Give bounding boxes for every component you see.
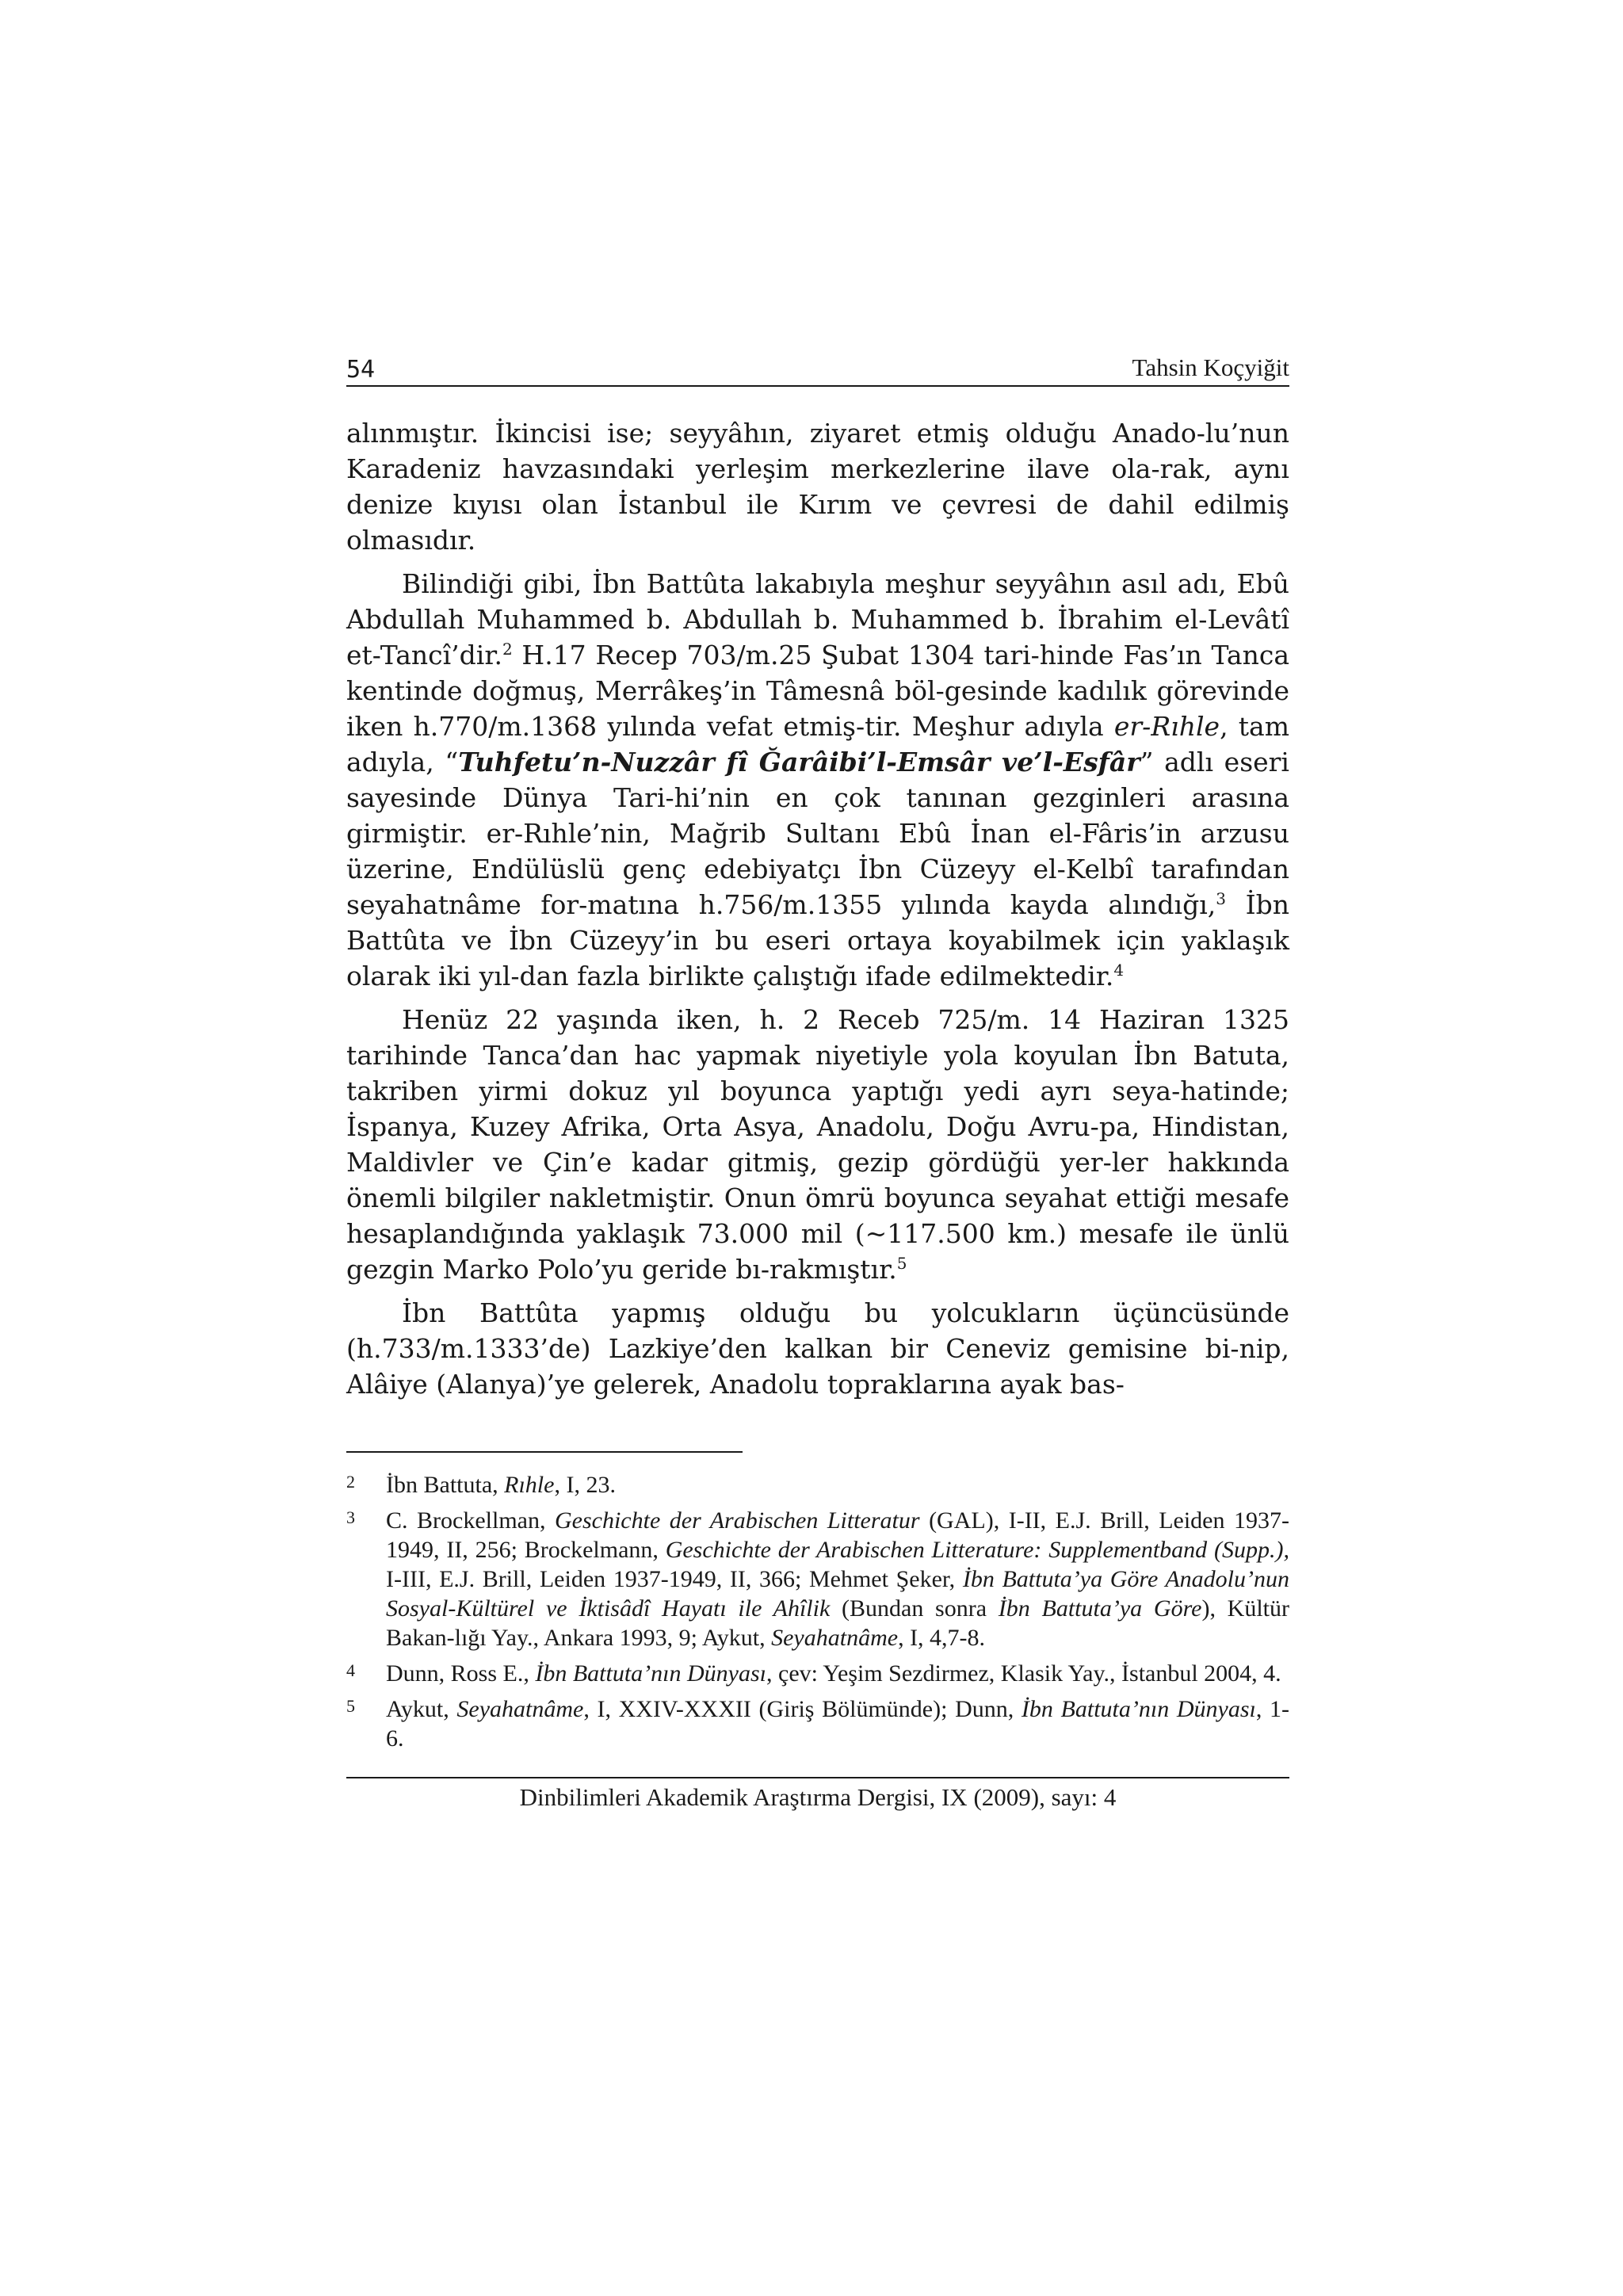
fn5-c: , 1-6. xyxy=(386,1696,1289,1752)
fn3-f: , I, 4,7-8. xyxy=(898,1625,986,1651)
footnote-number: 5 xyxy=(346,1696,355,1716)
footnote-ref-4: 4 xyxy=(1113,961,1125,980)
fn3-title-3: İbn Battuta’ya Göre Anadolu’nun Sosyal-Kültürel ve İktisâdî Hayatı ile Ahîlik xyxy=(386,1566,1289,1622)
running-header xyxy=(346,341,1289,387)
fn3-d: (Bundan sonra xyxy=(830,1595,999,1622)
paragraph-1: alınmıştır. İkincisi ise; seyyâhın, ziyaret etmiş olduğu Anado-lu’nun Karadeniz havzasındaki yerleşim merkezlerine ilave ola-rak, aynı denize kıyısı olan İstanbul ile Kırım ve çevresi de dahil edilmiş olmasıdır. xyxy=(346,418,1289,556)
fn5-title-1: Seyahatnâme xyxy=(456,1696,584,1722)
footnotes xyxy=(346,1470,1289,1753)
fn5-title-2: İbn Battuta’nın Dünyası xyxy=(1021,1696,1256,1722)
page-number: 54 xyxy=(346,356,376,384)
footnote-2 xyxy=(346,1470,1289,1499)
footnote-ref-3: 3 xyxy=(1216,889,1227,908)
fn3-title-4: İbn Battuta’ya Göre xyxy=(998,1595,1202,1622)
footnote-number: 3 xyxy=(346,1507,355,1527)
paragraph-3 xyxy=(346,1002,1289,1287)
paragraph-2-text-a: Bilindiği gibi, İbn Battûta lakabıyla meşhur seyyâhın asıl adı, Ebû Abdullah Muhammed b. Abdullah b. Muhammed b. İbrahim el-Levâtî et-Tancî’dir. xyxy=(346,568,1289,670)
fn2-b: , I, 23. xyxy=(554,1472,616,1498)
footnote-text xyxy=(386,1506,1289,1652)
paragraph-3-text: Henüz 22 yaşında iken, h. 2 Receb 725/m. 14 Haziran 1325 tarihinde Tanca’dan hac yapmak niyetiyle yola koyulan İbn Batuta, takriben yirmi dokuz yıl boyunca yaptığı yedi ayrı seya-hatinde; İspanya, Kuzey Afrika, Orta Asya, Anadolu, Doğu Avru-pa, Hindistan, Maldivler ve Çin’e kadar gitmiş, gezip gördüğü yer-ler hakkında önemli bilgiler nakletmiştir. Onun ömrü boyunca seyahat ettiği mesafe hesaplandığında yaklaşık 73.000 mil (~117.500 km.) mesafe ile ünlü gezgin Marko Polo’yu geride bı-rakmıştır. xyxy=(346,1004,1289,1285)
running-footer: Dinbilimleri Akademik Araştırma Dergisi, IX (2009), sayı: 4 xyxy=(346,1777,1289,1812)
header-author: Tahsin Koçyiğit xyxy=(1132,353,1289,381)
paragraph-2-book-title: Tuhfetu’n-Nuzzâr fî Ğarâibi’l-Emsâr ve’l-Esfâr xyxy=(458,747,1140,777)
footnote-text xyxy=(386,1694,1289,1753)
fn2-title: Rıhle xyxy=(504,1472,555,1498)
fn3-c: I-III, E.J. Brill, Leiden 1937-1949, II, 366; Mehmet Şeker, xyxy=(386,1566,963,1592)
fn3-a: C. Brockellman, xyxy=(386,1507,555,1534)
footnote-5 xyxy=(346,1694,1289,1753)
footnote-number: 4 xyxy=(346,1660,355,1680)
fn3-title-5: Seyahatnâme xyxy=(771,1625,899,1651)
footnote-separator xyxy=(346,1451,743,1453)
paragraph-2-text-e: İbn Battûta ve İbn Cüzeyy’in bu eseri ortaya koyabilmek için yaklaşık olarak iki yıl-dan fazla birlikte çalıştığı ifade edilmektedir. xyxy=(346,889,1290,991)
page xyxy=(346,341,1289,1812)
fn2-a: İbn Battuta, xyxy=(386,1472,505,1498)
footnote-text xyxy=(386,1470,1289,1499)
fn4-a: Dunn, Ross E., xyxy=(386,1660,536,1687)
footnote-ref-5: 5 xyxy=(896,1254,907,1273)
footnote-number: 2 xyxy=(346,1472,355,1492)
paragraph-2-text-c: , tam adıyla, “ xyxy=(346,711,1289,777)
body-text xyxy=(346,415,1289,1402)
paragraph-4: İbn Battûta yapmış olduğu bu yolcukların üçüncüsünde (h.733/m.1333’de) Lazkiye’den kalkan bir Ceneviz gemisine bi-nip, Alâiye (Alanya)’ye gelerek, Anadolu topraklarına ayak bas- xyxy=(346,1297,1289,1400)
footnote-ref-2: 2 xyxy=(502,640,513,659)
fn5-a: Aykut, xyxy=(386,1696,457,1722)
fn3-title-2: Geschichte der Arabischen Litterature: Supplementband (Supp.), xyxy=(665,1537,1289,1563)
footnote-text xyxy=(386,1659,1289,1688)
footnote-4 xyxy=(346,1659,1289,1688)
paragraph-2 xyxy=(346,566,1289,994)
fn5-b: , I, XXIV-XXXII (Giriş Bölümünde); Dunn, xyxy=(583,1696,1022,1722)
footnote-3 xyxy=(346,1506,1289,1652)
paragraph-2-text-d: ” adlı eseri sayesinde Dünya Tari-hi’nin en çok tanınan gezginleri arasına girmiştir. er-Rıhle’nin, Mağrib Sultanı Ebû İnan el-Fâris’in arzusu üzerine, Endülüslü genç edebiyatçı İbn Cüzeyy el-Kelbî tarafından seyahatnâme for-matına h.756/m.1355 yılında kayda alındığı, xyxy=(346,747,1289,920)
paragraph-2-text-b: H.17 Recep 703/m.25 Şubat 1304 tari-hinde Fas’ın Tanca kentinde doğmuş, Merrâkeş’in Tâmesnâ böl-gesinde kadılık görevinde iken h.770/m.1368 yılında vefat etmiş-tir. Meşhur adıyla xyxy=(346,640,1289,742)
fn3-e: ), Kültür Bakan-lığı Yay., Ankara 1993, 9; Aykut, xyxy=(386,1595,1290,1651)
fn4-title: İbn Battuta’nın Dünyası xyxy=(535,1660,766,1687)
fn3-b: (GAL), I-II, E.J. Brill, Leiden 1937-1949, II, 256; Brockelmann, xyxy=(386,1507,1289,1563)
fn3-title-1: Geschichte der Arabischen Litteratur xyxy=(554,1507,920,1534)
paragraph-2-rihle: er-Rıhle xyxy=(1113,711,1220,742)
fn4-b: , çev: Yeşim Sezdirmez, Klasik Yay., İstanbul 2004, 4. xyxy=(766,1660,1281,1687)
